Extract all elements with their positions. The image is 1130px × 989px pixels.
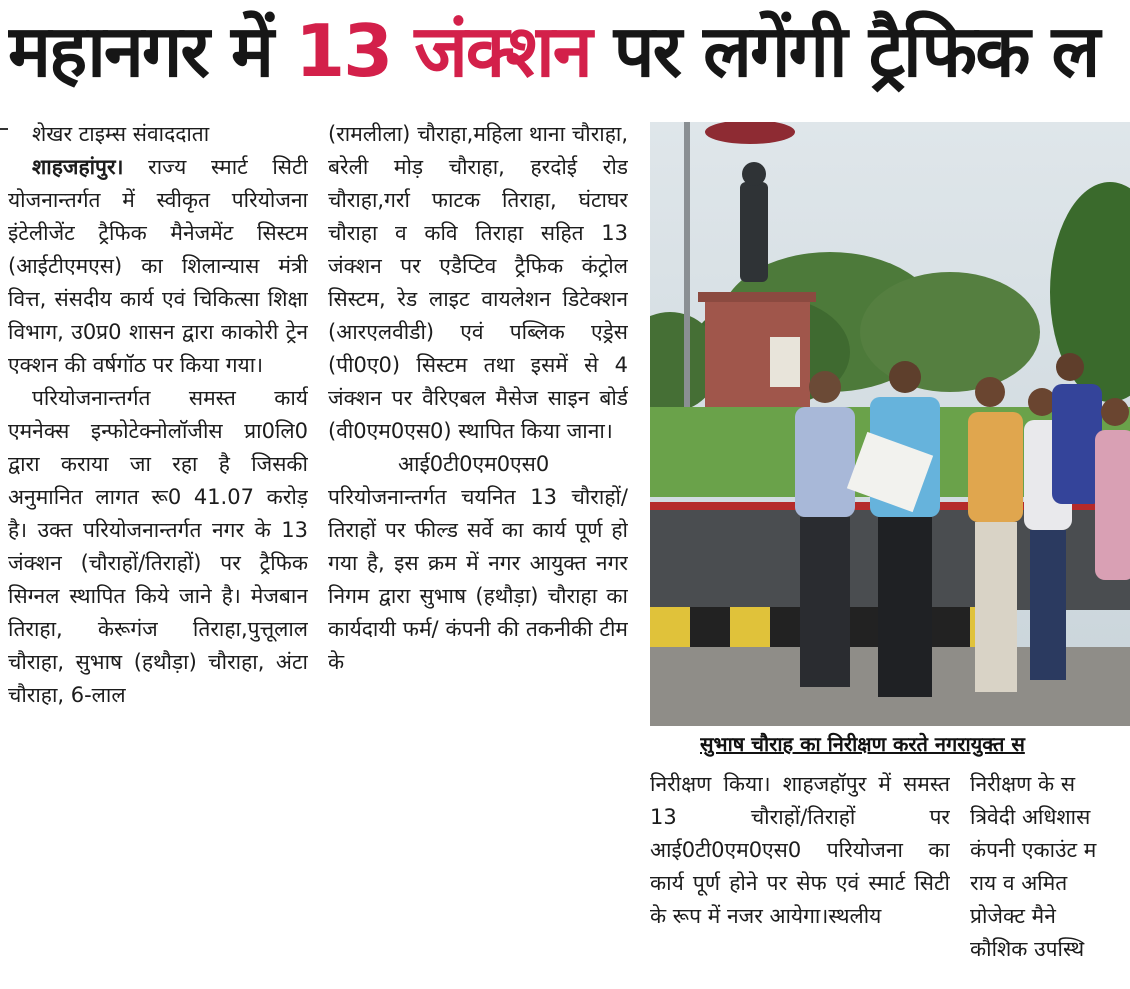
photo-caption: सुभाष चौराह का निरीक्षण करते नगरायुक्त स [700, 732, 1025, 756]
byline: शेखर टाइम्स संवाददाता [32, 122, 210, 146]
headline-part-3: पर लगेंगी ट्रैफिक ल [590, 9, 1099, 93]
dateline-place: शाहजहांपुर। [32, 155, 124, 179]
article-paragraph-2: परियोजनान्तर्गत समस्त कार्य एमनेक्स इन्फोटेक्नोलॉजीस प्रा0लि0 द्वारा कराया जा रहा है जिसकी अनुमानित लागत रू0 41.07 करोड़ है। उक्त परियोजनान्तर्गत नगर के 13 जंक्शन (चौराहों/तिराहों) पर ट्रैफिक सिग्नल स्थापित किये जाने है। मेजबान तिराहा, केरूगंज तिराहा,पुत्तूलाल चौराहा, सुभाष (हथौड़ा) चौराहा, अंटा चौराहा, 6-लाल [8, 386, 308, 707]
news-photo [650, 122, 1130, 726]
column-4-line: कंपनी एकाउंट म [970, 838, 1097, 862]
article-paragraph-3: (रामलीला) चौराहा,महिला थाना चौराहा, बरेली मोड़ चौराहा, हरदोई रोड चौराहा,गर्रा फाटक तिराहा, घंटाघर चौराहा व कवि तिराहा सहित 13 जंक्शन पर एडैप्टिव ट्रैफिक कंट्रोल सिस्टम, रेड लाइट वायलेशन डिटेक्शन (आरएलवीडी) एवं पब्लिक एड्रेस (पी0ए0) सिस्टम तथा इसमें से 4 जंक्शन पर वैरिएबल मैसेज साइन बोर्ड (वी0एम0एस0) स्थापित किया जाना। [328, 122, 628, 443]
column-4-line: राय व अमित [970, 871, 1068, 895]
headline-part-1: महानगर में [8, 9, 296, 93]
column-4-line: प्रोजेक्ट मैने [970, 904, 1056, 928]
headline-highlight: 13 जंक्शन [295, 9, 591, 93]
article-paragraph-1-text: राज्य स्मार्ट सिटी योजनान्तर्गत में स्वीकृत परियोजना इंटेलीजेंट ट्रैफिक मैनेजमेंट सिस्टम (आईटीएमएस) का शिलान्यास मंत्री वित्त, संसदीय कार्य एवं चिकित्सा शिक्षा विभाग, उ0प्र0 शासन द्वारा काकोरी ट्रेन एक्शन की वर्षगॉठ पर किया गया। [8, 155, 308, 377]
photo-illustration [650, 122, 1130, 726]
headline [8, 0, 1130, 104]
article-paragraph-4: आई0टी0एम0एस0 परियोजनान्तर्गत चयनित 13 चौराहों/तिराहों पर फील्ड सर्वे का कार्य पूर्ण हो गया है, इस क्रम में नगर आयुक्त नगर निगम द्वारा सुभाष (हथौड़ा) चौराहा का कार्यदायी फर्म/ कंपनी की तकनीकी टीम के [328, 452, 628, 674]
article-column-1 [8, 118, 308, 989]
article-column-2 [328, 118, 628, 989]
article-column-4 [970, 768, 1130, 989]
column-4-line: निरीक्षण के स [970, 772, 1076, 796]
article-paragraph-5: निरीक्षण किया। शाहजहॉपुर में समस्त 13 चौराहों/तिराहों पर आई0टी0एम0एस0 परियोजना का कार्य पूर्ण होने पर सेफ एवं स्मार्ट सिटी के रूप में नजर आयेगा।स्थलीय [650, 772, 950, 928]
column-4-line: त्रिवेदी अधिशास [970, 805, 1091, 829]
column-marker [0, 128, 8, 130]
column-4-line: कौशिक उपस्थि [970, 937, 1085, 961]
article-column-3 [650, 768, 950, 989]
article-paragraph-1 [8, 151, 308, 382]
